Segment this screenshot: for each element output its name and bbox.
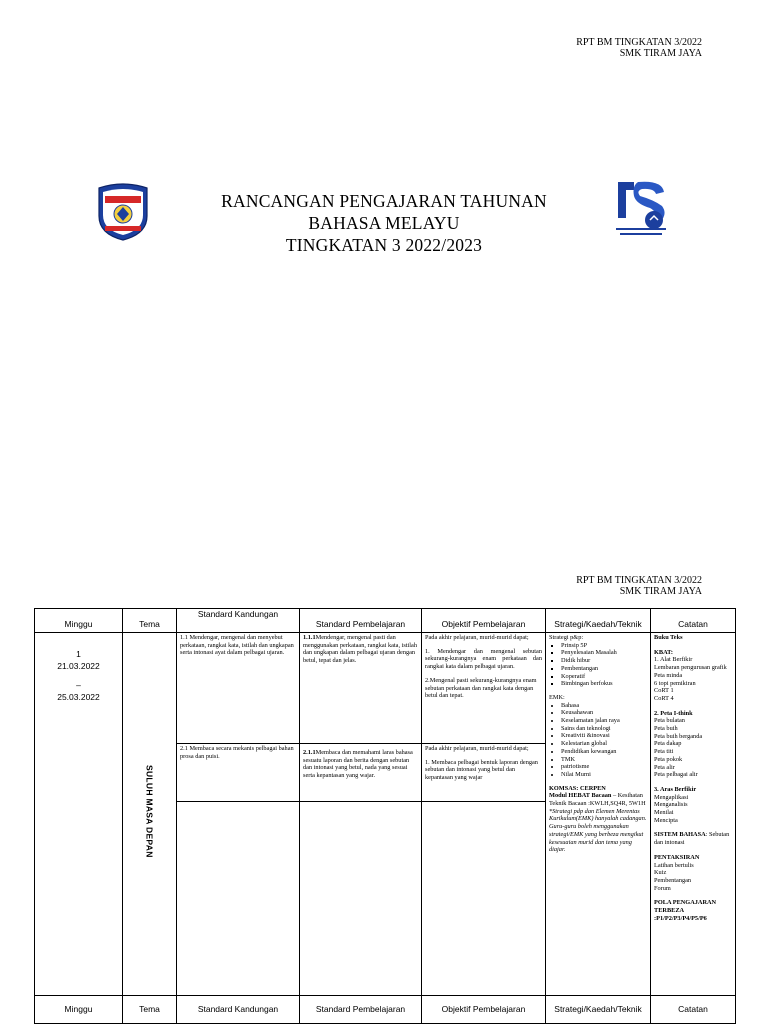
table-row: [35, 633, 736, 744]
list-item: Menganalisis: [654, 801, 688, 809]
list-item: Menilai: [654, 809, 674, 817]
footer-col-strategi: Strategi/Kaedah/Teknik: [546, 996, 651, 1024]
buku-teks: Buku Teks: [654, 634, 683, 641]
footer-col-tema: Tema: [123, 996, 177, 1024]
list-item: • Pendidikan kewangan: [561, 748, 647, 756]
week-dash: –: [76, 680, 81, 690]
sp1-code: 1.1.1: [303, 634, 316, 641]
list-item: Mengaplikasi: [654, 793, 689, 801]
table-header-line1: RPT BM TINGKATAN 3/2022: [576, 575, 702, 586]
col-strategi: Strategi/Kaedah/Teknik: [546, 609, 651, 633]
list-item: • Keselamatan jalan raya: [561, 717, 647, 725]
title-line3: TINGKATAN 3 2022/2023: [285, 235, 483, 255]
rpt-table: [34, 608, 736, 1024]
modul-label: Modul HEBAT Bacaan: [549, 792, 612, 800]
op1-intro: Pada akhir pelajaran, murid-murid dapat;: [425, 634, 529, 641]
title-line1: RANCANGAN PENGAJARAN TAHUNAN: [221, 191, 547, 211]
sk2-text: 2.1 Membaca secara mekanis pelbagai bahan prosa dan puisi.: [180, 745, 294, 760]
sk2-cell: [177, 744, 300, 802]
modul-suffix: – Kesihatan: [611, 792, 643, 800]
empty-cell: [177, 802, 300, 996]
col-standard-pembelajaran: Standard Pembelajaran: [300, 609, 422, 633]
footer-col-standard-kandungan: Standard Kandungan: [177, 996, 300, 1024]
sp2-text: Membaca dan memahami laras bahasa sesuatu laporan dan berita dengan sebutan dan intonasi yang betul, nada yang sesuai serta kepantasan yang wajar.: [303, 749, 413, 780]
empty-cell: [422, 802, 546, 996]
footer-col-catatan: Catatan: [651, 996, 736, 1024]
op1-item2: 2.Mengenal pasti sekurang-kurangnya enam sebutan perkataan dan rangkai kata dengan betul dan tepat.: [425, 676, 537, 700]
footer-col-standard-pembelajaran: Standard Pembelajaran: [300, 996, 422, 1024]
list-item: Peta alir: [654, 763, 675, 771]
list-item: Peta buih berganda: [654, 732, 703, 740]
catatan-cell: [651, 633, 736, 996]
strategi-list: [549, 642, 647, 688]
list-item: Pembentangan: [654, 876, 692, 884]
op1-item1: 1. Mendengar dan mengenal sebutan sekurang-kurangnya enam perkataan dan rangkai kata dalam pelbagai ujaran.: [425, 647, 542, 671]
list-item: ▪ Didik hibur: [561, 657, 647, 665]
peta-ithink-label: 2. Peta I-think: [654, 709, 693, 717]
list-item: 6 topi pemikiran: [654, 679, 696, 687]
op2-intro: Pada akhir pelajaran, murid-murid dapat;: [425, 745, 529, 752]
sp2-code: 2.1.1: [303, 749, 316, 756]
table-header-row: [35, 609, 736, 633]
list-item: Kuiz: [654, 869, 667, 877]
list-item: • TMK: [561, 756, 647, 764]
footer-col-objektif-pembelajaran: Objektif Pembelajaran: [422, 996, 546, 1024]
pola-pengajaran-label: POLA PENGAJARAN TERBEZA: [654, 899, 717, 915]
table-header-line2: SMK TIRAM JAYA: [619, 586, 702, 597]
aras-berfikir-label: 3. Aras Berfikir: [654, 785, 697, 793]
list-item: 1. Alat Berfikir: [654, 656, 693, 664]
strategi-note: *Strategi pdp dan Elemen Merentas Kurikulum(EMK) hanyalah cadangan. Guru-guru boleh menggunakan strategi/EMK yang berbeza mengikut kesesuaian murid dan tema yang diajar.: [549, 807, 647, 854]
sistem-bahasa-label: SISTEM BAHASA: [654, 831, 706, 839]
emk-list: [549, 702, 647, 779]
list-item: Mencipta: [654, 816, 678, 824]
list-item: • Kreativiti &inovasi: [561, 732, 647, 740]
list-item: Peta buih: [654, 725, 678, 733]
list-item: • Keusahawan: [561, 709, 647, 717]
list-item: Peta minda: [654, 671, 683, 679]
komsas-label: KOMSAS: CERPEN: [549, 784, 606, 792]
col-standard-kandungan: Standard Kandungan: [177, 609, 300, 633]
list-item: CoRT 1: [654, 687, 674, 695]
list-item: Latihan bertulis: [654, 861, 694, 869]
list-item: Forum: [654, 884, 671, 892]
list-item: CoRT 4: [654, 694, 674, 702]
sk1-cell: [177, 633, 300, 744]
document-header: [576, 37, 702, 59]
week-start: 21.03.2022: [57, 660, 100, 671]
op1-cell: [422, 633, 546, 744]
list-item: Peta bulatan: [654, 717, 685, 725]
list-item: • Nilai Murni: [561, 771, 647, 779]
week-cell: [35, 633, 123, 996]
modul-line: [549, 792, 647, 800]
list-item: ▪ Koperatif: [561, 673, 647, 681]
kssm-logo: [610, 178, 672, 242]
teknik-bacaan: Teknik Bacaan :KWLH,SQ4R, 5W1H: [549, 800, 646, 808]
list-item: Lembaran pengurusan grafik: [654, 664, 727, 672]
emk-label: EMK:: [549, 693, 565, 701]
table-header: [576, 575, 702, 597]
header-line1: RPT BM TINGKATAN 3/2022: [576, 37, 702, 48]
list-item: • Sains dan teknologi: [561, 725, 647, 733]
title-line2: BAHASA MELAYU: [308, 213, 460, 233]
week-number: 1: [76, 649, 81, 659]
sp1-cell: [300, 633, 422, 744]
col-catatan: Catatan: [651, 609, 736, 633]
list-item: ▪ Pembentangan: [561, 665, 647, 673]
header-line2: SMK TIRAM JAYA: [619, 48, 702, 59]
empty-cell: [300, 802, 422, 996]
list-item: • Bahasa: [561, 702, 647, 710]
sk1-text: 1.1 Mendengar, mengenal dan menyebut perkataan, rangkai kata, istilah dan ungkapan serta intonasi ayat dalam pelbagai ujaran.: [180, 634, 294, 657]
footer-col-minggu: Minggu: [35, 996, 123, 1024]
sistem-bahasa: [654, 831, 732, 846]
table-footer-row: [35, 996, 736, 1024]
op2-cell: [422, 744, 546, 802]
week-end: 25.03.2022: [57, 691, 100, 702]
list-item: Peta titi: [654, 748, 674, 756]
list-item: Peta pokok: [654, 755, 683, 763]
list-item: • Kelestarian global: [561, 740, 647, 748]
col-minggu: Minggu: [35, 609, 123, 633]
op2-item1: 1. Membaca pelbagai bentuk laporan dengan sebutan dan intonasi yang betul dan kepantasan yang wajar: [425, 758, 538, 782]
strategi-cell: [546, 633, 651, 996]
strategi-intro: Strategi p&p:: [549, 634, 584, 641]
pentaksiran-label: PENTAKSIRAN: [654, 853, 700, 861]
sp2-cell: [300, 744, 422, 802]
tema-cell: [123, 633, 177, 996]
list-item: ▪ Bimbingan berfokus: [561, 680, 647, 688]
list-item: • patriotisme: [561, 763, 647, 771]
list-item: ▪ Penyelesaian Masalah: [561, 649, 647, 657]
kbat-label: KBAT:: [654, 648, 674, 656]
tema-label: SULUH MASA DEPAN: [144, 765, 155, 858]
sp1-text: Mendengar, mengenal pasti dan menggunakan perkataan, rangkai kata, istilah dan ungkapan dalam pelbagai ujaran dengan betul, tepat dan jelas.: [303, 634, 417, 665]
pola-codes: :P1/P2/P3/P4/P5/P6: [654, 914, 707, 922]
col-objektif-pembelajaran: Objektif Pembelajaran: [422, 609, 546, 633]
list-item: Peta pelbagai alir: [654, 771, 698, 779]
sistem-bahasa-text: : Sebutan dan intonasi: [654, 831, 730, 847]
list-item: ▪ Prinsip 5P: [561, 642, 647, 650]
col-tema: Tema: [123, 609, 177, 633]
list-item: Peta dakap: [654, 740, 682, 748]
